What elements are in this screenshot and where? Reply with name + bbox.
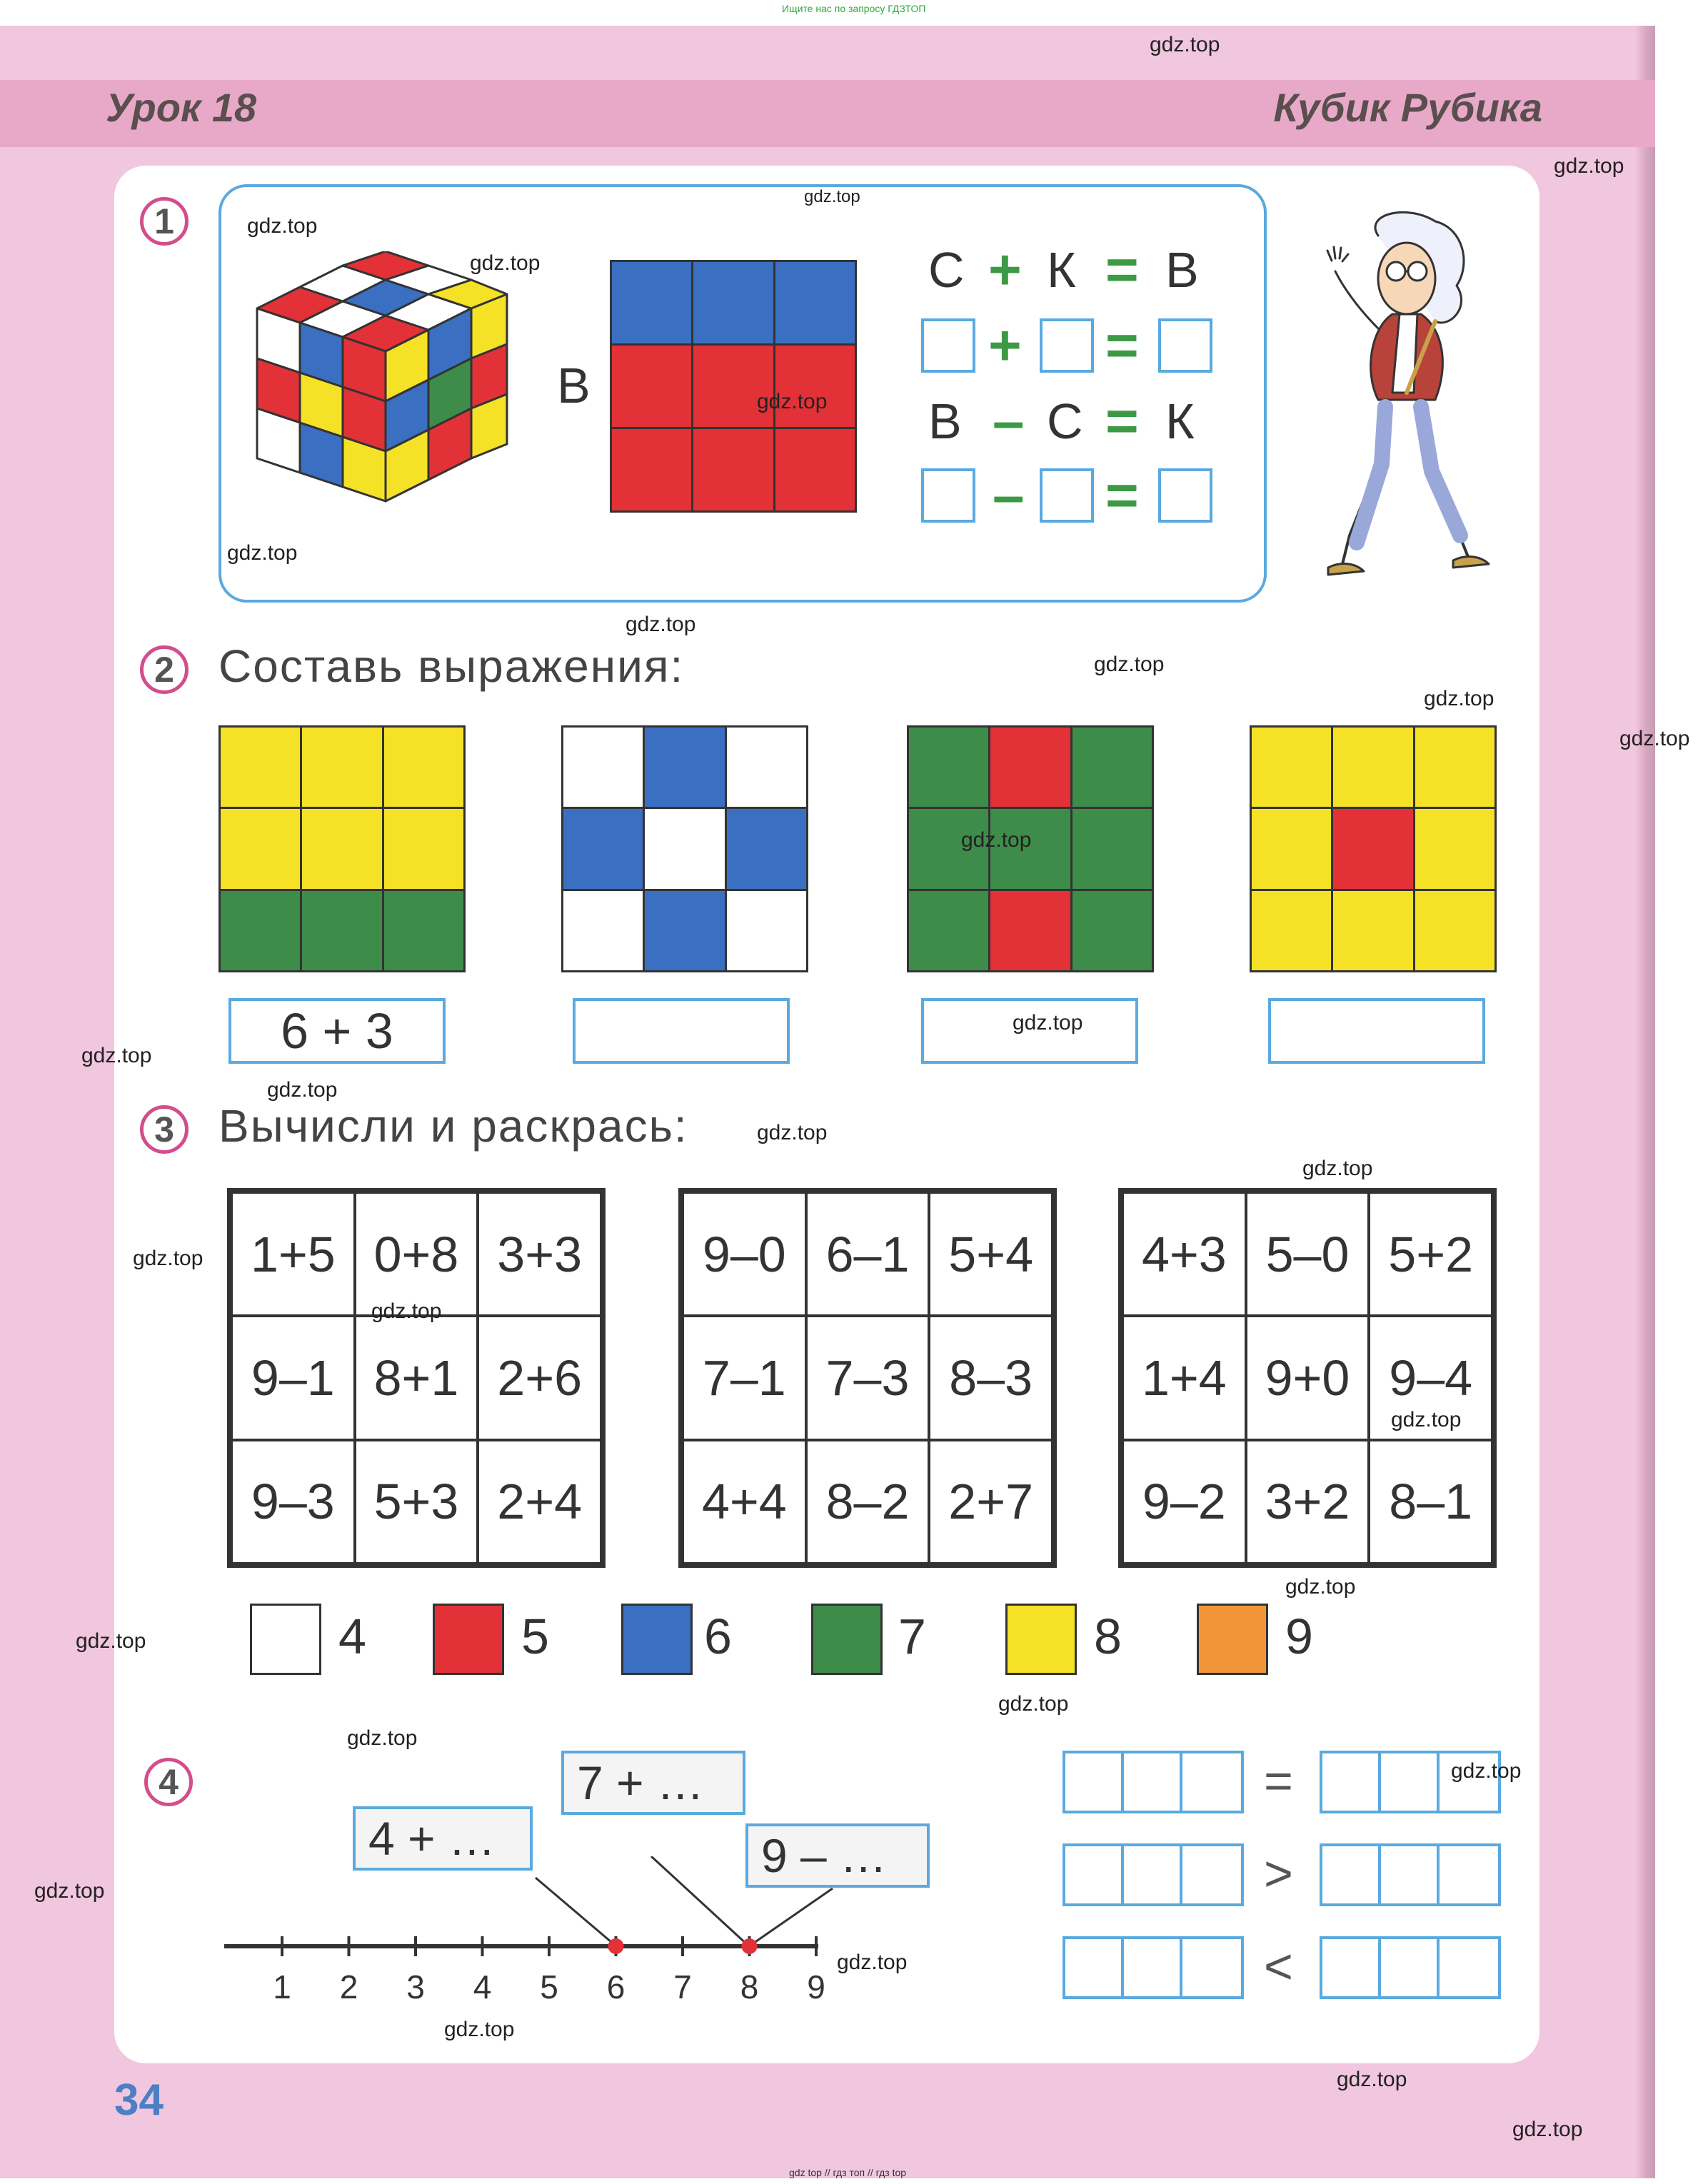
watermark: gdz.top xyxy=(998,1692,1069,1716)
grid-cell xyxy=(727,809,806,888)
eq1-eq: = xyxy=(1105,238,1139,301)
eq2-op: – xyxy=(993,389,1025,453)
grid-cell xyxy=(1415,891,1494,970)
calc-cell[interactable]: 8+1 xyxy=(355,1316,478,1439)
face-grid xyxy=(610,260,857,513)
face-cell xyxy=(693,262,773,343)
legend-swatch xyxy=(621,1604,693,1675)
watermark: gdz.top xyxy=(470,251,541,275)
legend-number: 7 xyxy=(898,1609,926,1664)
task-2-title: Составь выражения: xyxy=(218,640,685,692)
task2-grid-2 xyxy=(561,725,808,972)
calc-cell[interactable]: 9–0 xyxy=(683,1192,806,1316)
task2-answer-4[interactable] xyxy=(1268,998,1485,1064)
grid-cell xyxy=(727,891,806,970)
legend-number: 9 xyxy=(1285,1609,1313,1664)
calc-cell[interactable]: 2+4 xyxy=(478,1440,601,1564)
watermark: gdz.top xyxy=(961,828,1032,852)
face-cell xyxy=(612,429,691,510)
box-eq2-eq: = xyxy=(1105,463,1139,527)
legend-number: 4 xyxy=(338,1609,366,1664)
legend-swatch xyxy=(433,1604,504,1675)
cmp-left-1[interactable] xyxy=(1063,1751,1244,1813)
watermark: gdz.top xyxy=(247,214,318,238)
task-2-number: 2 xyxy=(140,645,189,694)
topic-title: Кубик Рубика xyxy=(1273,85,1542,130)
watermark: gdz.top xyxy=(133,1247,204,1270)
grid-cell xyxy=(1072,809,1152,888)
watermark: gdz.top xyxy=(1302,1157,1373,1180)
face-cell xyxy=(775,346,855,427)
calc-cell[interactable]: 9–1 xyxy=(231,1316,355,1439)
grid-cell xyxy=(384,809,463,888)
expr-label-1[interactable]: 4 + … xyxy=(353,1806,533,1871)
calc-cell[interactable]: 9–3 xyxy=(231,1440,355,1564)
grid-cell xyxy=(1415,809,1494,888)
cmp-sign-3: < xyxy=(1264,1938,1293,1994)
cmp-right-3[interactable] xyxy=(1320,1936,1501,1999)
calc-cell[interactable]: 7–1 xyxy=(683,1316,806,1439)
eq2-input-c[interactable] xyxy=(1158,468,1212,523)
legend-swatch xyxy=(250,1604,321,1675)
watermark: gdz.top xyxy=(757,390,828,413)
face-cell xyxy=(612,346,691,427)
calc-cell[interactable]: 1+5 xyxy=(231,1192,355,1316)
watermark: gdz.top xyxy=(267,1078,338,1102)
calc-cell[interactable]: 5+3 xyxy=(355,1440,478,1564)
grid-cell xyxy=(302,728,381,807)
face-cell xyxy=(775,262,855,343)
legend-number: 5 xyxy=(521,1609,549,1664)
page-number: 34 xyxy=(114,2075,164,2125)
task2-grid-1 xyxy=(218,725,466,972)
grid-cell xyxy=(1333,809,1412,888)
eq1-op: + xyxy=(988,238,1022,301)
grid-cell xyxy=(909,728,988,807)
watermark: gdz.top xyxy=(1150,33,1220,56)
cmp-sign-2: > xyxy=(1264,1846,1293,1901)
axis-tick-label: 9 xyxy=(807,1968,825,2006)
eq2-b: С xyxy=(1047,393,1083,449)
grid-cell xyxy=(563,809,643,888)
legend-swatch xyxy=(1005,1604,1077,1675)
grid-cell xyxy=(1252,809,1331,888)
eq1-input-a[interactable] xyxy=(921,318,975,373)
face-cell xyxy=(775,429,855,510)
eq2-a: В xyxy=(928,393,962,449)
task2-answer-1[interactable]: 6 + 3 xyxy=(228,998,446,1064)
cmp-right-2[interactable] xyxy=(1320,1843,1501,1906)
lesson-title: Урок 18 xyxy=(106,85,257,130)
task-4-number: 4 xyxy=(144,1758,193,1806)
legend-number: 6 xyxy=(704,1609,732,1664)
face-cell xyxy=(693,429,773,510)
grid-cell xyxy=(1333,891,1412,970)
box-eq1-eq: = xyxy=(1105,313,1139,377)
calc-grid-3 xyxy=(1118,1188,1497,1568)
box-eq1-op: + xyxy=(988,313,1022,377)
calc-cell[interactable]: 5–0 xyxy=(1246,1192,1370,1316)
watermark: gdz.top xyxy=(1424,687,1494,710)
axis-tick-label: 6 xyxy=(606,1968,626,2006)
grid-cell xyxy=(645,728,724,807)
calc-cell[interactable]: 9–4 xyxy=(1369,1316,1492,1439)
watermark: gdz.top xyxy=(1512,2118,1583,2141)
grid-cell xyxy=(727,728,806,807)
grid-cell xyxy=(990,891,1070,970)
calc-cell[interactable]: 4+4 xyxy=(683,1440,806,1564)
grid-cell xyxy=(384,891,463,970)
calc-cell[interactable]: 5+2 xyxy=(1369,1192,1492,1316)
watermark: gdz.top xyxy=(1285,1575,1356,1599)
calc-cell[interactable]: 5+4 xyxy=(929,1192,1053,1316)
page-fold-shadow xyxy=(1635,26,1655,2178)
watermark: gdz.top xyxy=(1619,727,1690,750)
cmp-left-2[interactable] xyxy=(1063,1843,1244,1906)
eq2-eq: = xyxy=(1105,389,1139,453)
grid-cell xyxy=(221,809,300,888)
axis-tick-label: 8 xyxy=(740,1968,759,2006)
calc-cell[interactable]: 2+6 xyxy=(478,1316,601,1439)
watermark: gdz.top xyxy=(837,1951,908,1974)
watermark: gdz.top xyxy=(1337,2068,1407,2091)
task-3-number: 3 xyxy=(140,1105,189,1154)
grid-cell xyxy=(645,891,724,970)
legend-swatch xyxy=(1197,1604,1268,1675)
grid-cell xyxy=(302,809,381,888)
task2-answer-2[interactable] xyxy=(573,998,790,1064)
eq2-c: К xyxy=(1165,393,1195,449)
box-eq2-op: – xyxy=(993,463,1025,527)
grid-cell xyxy=(1333,728,1412,807)
task-1-number: 1 xyxy=(140,197,189,246)
watermark: gdz.top xyxy=(1554,154,1624,178)
calc-cell[interactable]: 8–3 xyxy=(929,1316,1053,1439)
calc-cell[interactable]: 8–2 xyxy=(806,1440,930,1564)
watermark: gdz.top xyxy=(626,613,696,636)
cmp-left-3[interactable] xyxy=(1063,1936,1244,1999)
eq1-input-c[interactable] xyxy=(1158,318,1212,373)
eq2-input-b[interactable] xyxy=(1040,468,1094,523)
grid-cell xyxy=(909,891,988,970)
rubik-cube-image xyxy=(250,251,514,530)
calc-cell[interactable]: 1+4 xyxy=(1122,1316,1246,1439)
grid-cell xyxy=(302,891,381,970)
watermark: gdz.top xyxy=(34,1879,105,1903)
eq1-c: В xyxy=(1165,242,1199,298)
calc-cell[interactable]: 7–3 xyxy=(806,1316,930,1439)
watermark: gdz.top xyxy=(81,1044,152,1067)
eq1-a: С xyxy=(928,242,965,298)
axis-tick-label: 5 xyxy=(540,1968,558,2006)
eq2-input-a[interactable] xyxy=(921,468,975,523)
grid-cell xyxy=(221,891,300,970)
calc-cell[interactable]: 2+7 xyxy=(929,1440,1053,1564)
marked-point xyxy=(742,1938,758,1954)
face-cell xyxy=(612,262,691,343)
grid-cell xyxy=(384,728,463,807)
professor-illustration xyxy=(1300,207,1514,593)
calc-cell[interactable]: 3+3 xyxy=(478,1192,601,1316)
marked-point xyxy=(608,1938,624,1954)
watermark: gdz.top xyxy=(757,1121,828,1144)
grid-cell xyxy=(563,891,643,970)
calc-cell[interactable]: 9+0 xyxy=(1246,1316,1370,1439)
eq1-b: К xyxy=(1047,242,1076,298)
grid-cell xyxy=(1415,728,1494,807)
grid-cell xyxy=(645,809,724,888)
expr-label-3[interactable]: 9 – … xyxy=(745,1823,930,1888)
axis-tick-label: 1 xyxy=(273,1968,291,2006)
watermark: gdz.top xyxy=(1094,653,1165,676)
legend-number: 8 xyxy=(1094,1609,1122,1664)
calc-cell[interactable]: 0+8 xyxy=(355,1192,478,1316)
watermark: gdz.top xyxy=(227,541,298,565)
grid-cell xyxy=(1072,891,1152,970)
task-3-title: Вычисли и раскрась: xyxy=(218,1100,688,1152)
watermark: gdz.top xyxy=(444,2018,515,2041)
watermark: gdz.top xyxy=(1013,1011,1083,1035)
calc-cell[interactable]: 3+2 xyxy=(1246,1440,1370,1564)
eq1-input-b[interactable] xyxy=(1040,318,1094,373)
face-label: В xyxy=(557,358,591,413)
bottom-note: gdz top // гдз топ // гдз top xyxy=(789,2167,907,2178)
calc-cell[interactable]: 6–1 xyxy=(806,1192,930,1316)
grid-cell xyxy=(990,728,1070,807)
watermark: gdz.top xyxy=(804,187,860,206)
calc-cell[interactable]: 8–1 xyxy=(1369,1440,1492,1564)
face-cell xyxy=(693,346,773,427)
calc-grid-2 xyxy=(678,1188,1057,1568)
grid-cell xyxy=(221,728,300,807)
legend-swatch xyxy=(811,1604,883,1675)
axis-tick-label: 7 xyxy=(673,1968,692,2006)
grid-cell xyxy=(1072,728,1152,807)
axis-tick-label: 2 xyxy=(339,1968,358,2006)
axis-tick-label: 3 xyxy=(406,1968,425,2006)
watermark: gdz.top xyxy=(347,1726,418,1750)
watermark: gdz.top xyxy=(76,1629,146,1653)
cmp-sign-1: = xyxy=(1264,1753,1293,1808)
axis-tick-label: 4 xyxy=(473,1968,492,2006)
watermark: gdz.top xyxy=(1451,1759,1522,1783)
watermark: gdz.top xyxy=(1391,1408,1462,1431)
watermark: gdz.top xyxy=(371,1299,442,1323)
calc-cell[interactable]: 9–2 xyxy=(1122,1440,1246,1564)
grid-cell xyxy=(1252,728,1331,807)
calc-cell[interactable]: 4+3 xyxy=(1122,1192,1246,1316)
task2-grid-4 xyxy=(1250,725,1497,972)
grid-cell xyxy=(1252,891,1331,970)
top-note: Ищите нас по запросу ГДЗТОП xyxy=(782,3,926,14)
calc-grid-1 xyxy=(227,1188,606,1568)
grid-cell xyxy=(563,728,643,807)
expr-label-2[interactable]: 7 + … xyxy=(561,1751,745,1815)
